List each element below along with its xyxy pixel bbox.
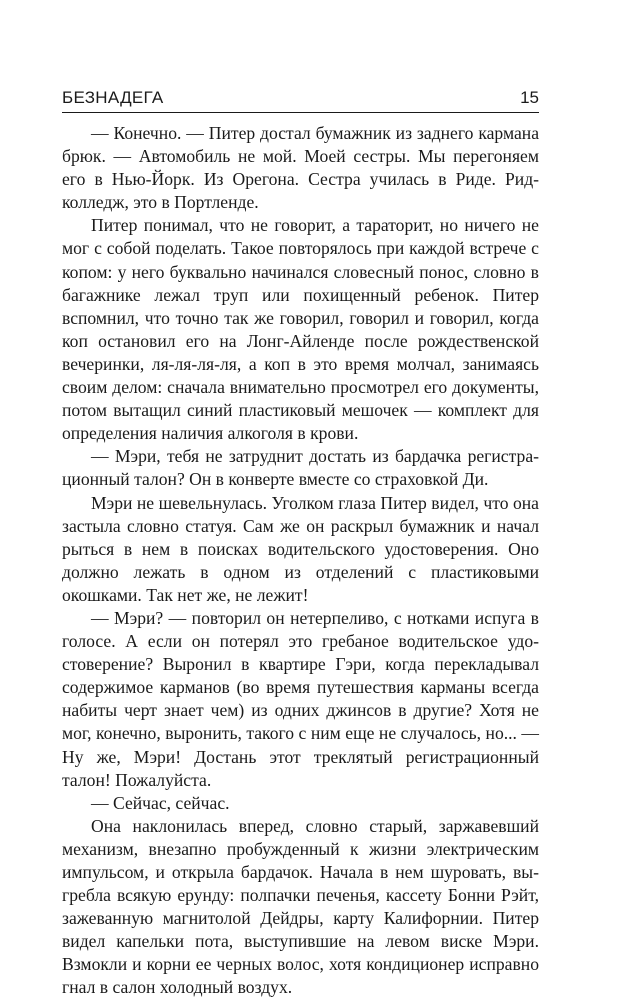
paragraph: — Мэри? — повторил он нетерпеливо, с нотками испуга в голосе. А если он потерял это гребаное водительское удостоверение? Выронил в квартире Гэри, когда перекладывал содержимое карманов (во время путешествия карманы всегда набиты черт знает чем) из одних джинсов в другие? Хотя не мог, конечно, выронить, такого с ним еще не случалось, но... — Ну же, Мэри! Достань этот треклятый регистрационный талон! Пожалуйста. bbox=[62, 607, 539, 790]
paragraph: — Конечно. — Питер достал бумажник из заднего кармана брюк. — Автомобиль не мой. Моей сестры. Мы перегоняем его в Нью-Йорк. Из Орегона. Сестра училась в Риде. Рид-колледж, это в Портленде. bbox=[62, 123, 539, 213]
book-page bbox=[62, 86, 539, 1000]
paragraph: — Сейчас, сейчас. bbox=[91, 792, 230, 813]
paragraph: Питер понимал, что не говорит, а тараторит, но ничего не мог с собой поделать. Такое повторялось при каждой встрече с копом: у него буквально начинался словесный понос, словно в багажнике лежал труп или похищенный ребенок. Питер вспомнил, что точно так же говорил, говорил и говорил, когда коп остановил его на Лонг-Айленде после рождественской вечеринки, ля-ля-ля-ля, а коп в это время молчал, занимаясь своим делом: сначала внимательно просмотрел его документы, потом вытащил синий пластиковый мешочек — комплект для определения наличия алкоголя в крови. bbox=[62, 215, 539, 444]
body-text bbox=[62, 122, 539, 1000]
paragraph: Она наклонилась вперед, словно старый, заржавевший механизм, внезапно пробужденный к жизни электрическим импульсом, и открыла бардачок. Начала в нем шуровать, выгребла всякую ерунду: полпачки печенья, кассету Бонни Рэйт, зажеванную магнитолой Дейдры, карту Калифорнии. Питер видел капельки пота, выступившие на левом виске Мэри. Взмокли и корни ее черных волос, хотя кондиционер исправно гнал в салон холодный воздух. bbox=[62, 815, 539, 998]
running-header bbox=[62, 86, 539, 113]
paragraph: Мэри не шевельнулась. Уголком глаза Питер видел, что она застыла словно статуя. Сам же он раскрыл бумажник и начал рыться в нем в поисках водительского удостоверения. Оно должно лежать в одном из отделений с пластиковыми окошками. Так нет же, не лежит! bbox=[62, 492, 539, 605]
paragraph: — Мэри, тебя не затруднит достать из бардачка регистрационный талон? Он в конверте вместе со страховкой Ди. bbox=[62, 446, 539, 490]
page-number: 15 bbox=[520, 88, 539, 107]
book-title: БЕЗНАДЕГА bbox=[62, 88, 164, 107]
